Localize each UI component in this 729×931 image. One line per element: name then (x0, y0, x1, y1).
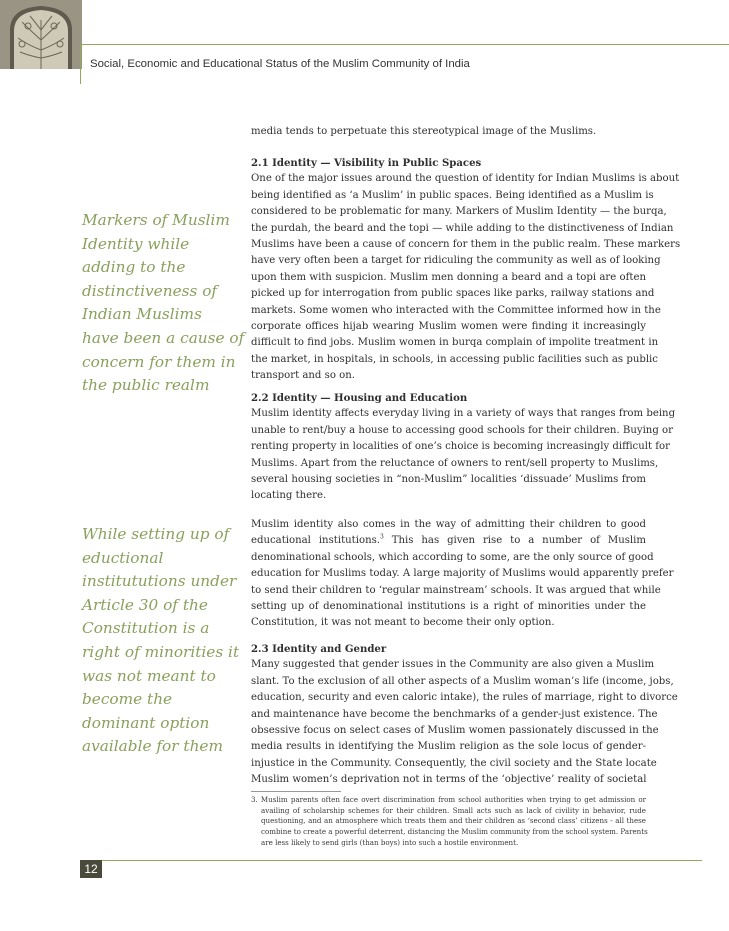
body-line: media tends to perpetuate this stereotypical image of the Muslims. (251, 126, 597, 137)
body-line: Muslim women’s deprivation not in terms of the ‘objective’ reality of societal (251, 774, 647, 786)
footnote-line: are less likely to send girls (than boys) into such a hostile environment. (261, 837, 519, 847)
header-window-image (0, 0, 82, 69)
header-rule (80, 44, 729, 45)
body-line: Many suggested that gender issues in the Community are also given a Muslim (251, 659, 655, 671)
body-line: Muslims. Apart from the reluctance of owners to rent/sell property to Muslims, (251, 457, 659, 469)
section-heading: 2.2 Identity — Housing and Education (251, 392, 468, 404)
body-line: renting property in localities of one’s choice is becoming increasingly difficult for (251, 441, 670, 453)
body-line: education, security and even caloric intake), the rules of marriage, right to divorce (251, 692, 678, 704)
body-line: markets. Some women who interacted with the Committee informed how in the (251, 304, 661, 316)
body-line: Muslims have been a cause of concern for them in the public realm. These markers (251, 238, 681, 250)
body-line: setting up of denominational institutions is a right of minorities under the (251, 600, 646, 612)
footnote (251, 795, 646, 849)
body-line: transport and so on. (251, 370, 355, 382)
footnote-line: combine to create a powerful deterrent, distancing the Muslim community from the school system. Parents (261, 827, 648, 837)
body-line: upon them with suspicion. Muslim men donning a beard and a topi are often (251, 271, 646, 283)
pull-quote-line: eductional (82, 548, 164, 567)
body-line: Constitution, it was not meant to become their only option. (251, 617, 555, 629)
footnote-line: questioning, and an atmosphere which treats them and their children as ‘second class’ citizens - all these (261, 816, 646, 826)
body-line: obsessive focus on select cases of Muslim women passionately discussed in the (251, 724, 659, 736)
body-line: and maintenance have become the benchmarks of a gender-just existence. The (251, 708, 658, 720)
body-line: One of the major issues around the question of identity for Indian Muslims is about (251, 173, 680, 185)
header-vertical-rule (80, 44, 81, 84)
section-2-1 (251, 155, 681, 384)
footnote-line: 3. Muslim parents often face overt discrimination from school authorities when trying to get admission or (251, 795, 646, 804)
body-line-part: educational institutions. (251, 535, 381, 547)
section-heading: 2.3 Identity and Gender (251, 643, 387, 655)
pull-quote-line: Article 30 of the (82, 595, 208, 614)
page-number: 12 (80, 860, 102, 878)
pull-quote-line: Indian Muslims (82, 305, 202, 324)
pull-quote-line: available for them (82, 737, 223, 756)
pull-quote-education (82, 523, 240, 759)
footnote-rule (251, 791, 341, 792)
pull-quote-line: distinctiveness of (82, 281, 218, 300)
body-line: locating there. (251, 490, 327, 502)
body-line: the purdah, the beard and the topi — while adding to the distinctiveness of Indian (251, 222, 674, 234)
footnote-line: availing of scholarship schemes for their children. Small acts such as lack of civility in behavior, rude (261, 805, 646, 815)
pull-quote-line: institututions under (82, 572, 237, 591)
body-line: several housing societies in “non-Muslim” localities ‘dissuade’ Muslims from (251, 473, 646, 485)
pull-quote-line: concern for them in (82, 352, 236, 371)
footnote-ref[interactable]: 3 (380, 534, 384, 542)
pull-quote-line: have been a cause of (82, 328, 245, 347)
body-line: media results in identifying the Muslim religion as the sole locus of gender- (251, 741, 646, 753)
body-line: difficult to find jobs. Muslim women in burqa complain of impolite treatment in (251, 337, 659, 349)
body-line: Muslim identity also comes in the way of admitting their children to good (251, 519, 646, 530)
pull-quote-line: While setting up of (82, 525, 230, 543)
body-line: unable to rent/buy a house to accessing good schools for their children. Buying or (251, 424, 673, 436)
pull-quote-line: adding to the (82, 258, 186, 277)
body-line: corporate offices hijab wearing Muslim women were finding it increasingly (251, 320, 646, 332)
pull-quote-line: the public realm (82, 376, 210, 395)
body-line: to send their children to ‘regular mainstream’ schools. It was argued that while (251, 584, 661, 596)
pull-quote-line: right of minorities it (82, 642, 240, 661)
pull-quote-line: Constitution is a (82, 619, 210, 638)
section-heading: 2.1 Identity — Visibility in Public Spaces (251, 157, 482, 169)
pull-quote-line: dominant option (82, 713, 210, 732)
pull-quote-line: become the (82, 690, 173, 709)
body-line: being identified as ‘a Muslim’ in public spaces. Being identified as a Muslim is (251, 189, 654, 201)
body-line: have very often been a target for ridiculing the community as well as of looking (251, 255, 661, 267)
body-line: education for Muslims today. A large majority of Muslims would apparently prefer (251, 568, 674, 580)
intro-paragraph (251, 124, 646, 140)
pull-quote-line: was not meant to (82, 666, 216, 685)
body-line-with-footnote (251, 533, 646, 549)
body-line: denominational schools, which according to some, are the only source of good (251, 551, 654, 563)
body-line: the market, in hospitals, in schools, in accessing public facilities such as public (251, 353, 658, 365)
body-line: slant. To the exclusion of all other aspects of a Muslim woman’s life (income, jobs, (251, 675, 674, 687)
pull-quote-identity (82, 209, 245, 398)
section-2-2-continued (251, 517, 674, 632)
running-header-title: Social, Economic and Educational Status of the Muslim Community of India (90, 58, 470, 70)
body-line: Muslim identity affects everyday living in a variety of ways that ranges from being (251, 408, 676, 420)
section-2-3 (251, 641, 678, 789)
body-line: picked up for interrogation from public spaces like parks, railway stations and (251, 288, 655, 300)
body-line: considered to be problematic for many. Markers of Muslim Identity — the burqa, (251, 206, 667, 218)
pull-quote-line: Identity while (82, 234, 190, 253)
body-line: injustice in the Community. Consequently, the civil society and the State locate (251, 757, 657, 769)
footer-rule (80, 860, 702, 861)
pull-quote-line: Markers of Muslim (82, 211, 230, 229)
section-2-2 (251, 390, 676, 505)
body-line-part: This has given rise to a number of Muslim (383, 535, 646, 547)
